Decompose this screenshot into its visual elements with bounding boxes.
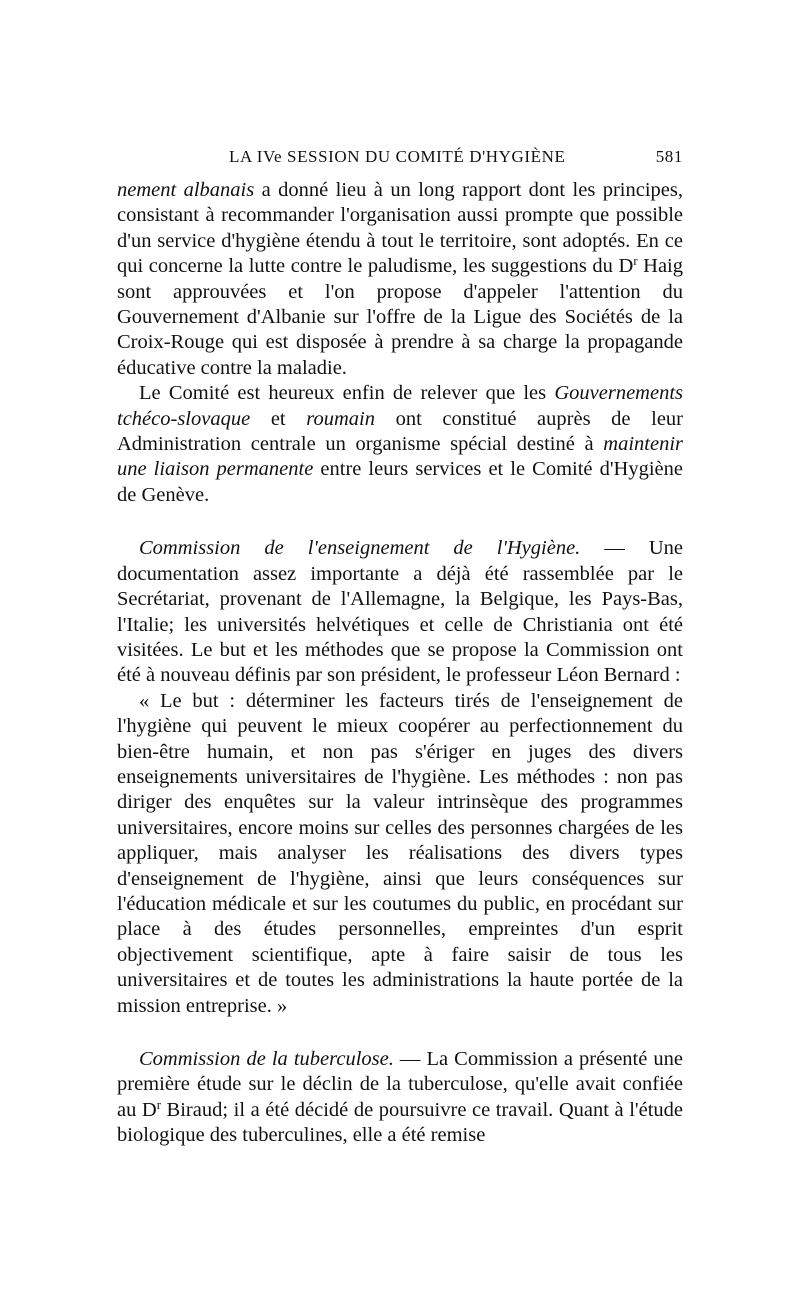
- text-run: a donné lieu à un long rapport dont les principes, consistant à recommander l'organisation aussi prompte que possible d'un service d'hygiène étendu à tout le territoire, sont adoptés. En ce qui concerne la lutte contre le paludisme, les suggestions du D: [117, 179, 683, 278]
- italic-phrase: maintenir une liaison permanente: [117, 433, 683, 481]
- text-run: — Une documentation assez importante a déjà été rassemblée par le Secrétariat, provenant de l'Allemagne, la Belgique, les Pays-Bas, l'Italie; les universités helvétiques et celle de Christiania ont été visitées. Le but et les méthodes que se propose la Commission ont été à nouveau définis par son président, le professeur Léon Bernard :: [117, 537, 684, 687]
- body-text: [117, 178, 683, 1149]
- paragraph-quotation: [117, 689, 683, 1019]
- paragraph-governments: [117, 381, 683, 508]
- italic-phrase: Gouvernements tchéco-slovaque: [117, 382, 683, 430]
- running-header: [117, 147, 683, 171]
- text-run: ont constitué auprès de leur Administration centrale un organisme spécial destiné à: [117, 407, 684, 456]
- text-run: Biraud; il a été décidé de poursuivre ce travail. Quant à l'étude biologique des tuberculines, elle a été remise: [117, 1098, 683, 1147]
- section-heading: Commission de l'enseignement de l'Hygiène.: [139, 537, 581, 560]
- text-run: entre leurs services et le Comité d'Hygiène de Genève.: [117, 458, 683, 506]
- paragraph-commission-tuberculosis: [117, 1047, 683, 1149]
- text-run: « Le but : déterminer les facteurs tirés de l'enseignement de l'hygiène qui peuvent le mieux coopérer au perfectionnement du bien-être humain, et non pas s'ériger en juges des divers enseignements universitaires de l'hygiène. Les méthodes : non pas diriger des enquêtes sur la valeur intrinsèque des programmes universitaires, encore moins sur celles des personnes chargées de les appliquer, mais analyser les réalisations des divers types d'enseignement de l'hygiène, ainsi que leurs conséquences sur l'éducation médicale et sur les coutumes du public, en procédant sur place à des études personnelles, empreintes d'un esprit objectivement scientifique, apte à faire saisir de tous les universitaires et de toutes les administrations la haute portée de la mission entreprise. »: [117, 689, 683, 1017]
- superscript: r: [633, 254, 638, 269]
- italic-phrase: roumain: [306, 407, 375, 430]
- italic-phrase: nement albanais: [117, 179, 255, 201]
- text-run: et: [250, 407, 307, 430]
- paragraph-albania: [117, 178, 683, 381]
- paragraph-commission-hygiene: [117, 536, 683, 688]
- section-heading: Commission de la tuberculose.: [139, 1048, 394, 1070]
- superscript: r: [156, 1097, 161, 1112]
- text-run: Le Comité est heureux enfin de relever que les: [139, 382, 555, 405]
- page-number: 581: [655, 147, 683, 166]
- text-run: — La Commission a présenté une première étude sur le déclin de la tuberculose, qu'elle avait confiée au D: [117, 1048, 683, 1121]
- running-title: LA IVe SESSION DU COMITÉ D'HYGIÈNE: [229, 147, 566, 166]
- text-run: Haig sont approuvées et l'on propose d'appeler l'attention du Gouvernement d'Albanie sur l'offre de la Ligue des Sociétés de la Croix-Rouge qui est disposée à prendre à sa charge la propagande éducative contre la maladie.: [117, 255, 683, 379]
